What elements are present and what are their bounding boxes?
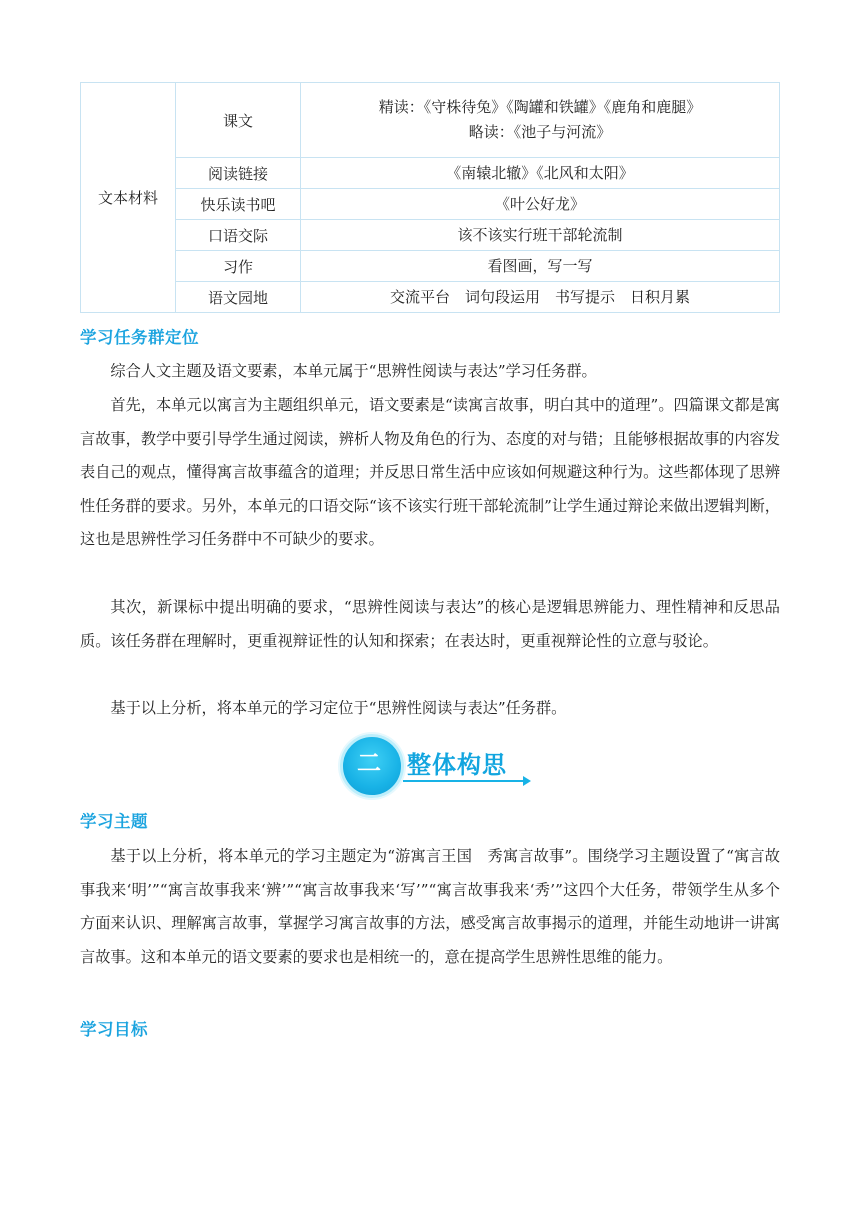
material-content-cell: 《南辕北辙》《北风和太阳》 [301, 158, 780, 189]
material-content-cell: 看图画，写一写 [301, 251, 780, 282]
table-row [81, 158, 780, 189]
material-type-cell: 阅读链接 [176, 158, 301, 189]
text-materials-table [80, 82, 780, 313]
body-paragraph: 其次，新课标中提出明确的要求，“思辨性阅读与表达”的核心是逻辑思辨能力、理性精神和反思品质。该任务群在理解时，更重视辩证性的认知和探索；在表达时，更重视辩论性的立意与驳论。 [80, 598, 780, 650]
group-label-cell: 文本材料 [81, 83, 176, 313]
intensive-reading-line: 精读：《守株待兔》《陶罐和铁罐》《鹿角和鹿腿》 [378, 98, 702, 116]
goals-heading: 学习目标 [80, 1020, 148, 1039]
material-content-cell: 交流平台 词句段运用 书写提示 日积月累 [301, 282, 780, 313]
table-row [81, 189, 780, 220]
skim-reading-line: 略读：《池子与河流》 [468, 123, 612, 141]
body-paragraph: 基于以上分析，将本单元的学习定位于“思辨性阅读与表达”任务群。 [110, 699, 567, 717]
arrow-right-icon [523, 776, 531, 786]
material-type-cell: 习作 [176, 251, 301, 282]
table-row [81, 220, 780, 251]
section-banner [337, 732, 537, 798]
material-type-cell: 语文园地 [176, 282, 301, 313]
material-content-cell: 《叶公好龙》 [301, 189, 780, 220]
body-paragraph: 基于以上分析，将本单元的学习主题定为“游寓言王国 秀寓言故事”。围绕学习主题设置了“寓言故事我来‘明’”“寓言故事我来‘辨’”“寓言故事我来‘写’”“寓言故事我来‘秀’”这四个大任务，带领学生从多个方面来认识、理解寓言故事，掌握学习寓言故事的方法，感受寓言故事揭示的道理，并能生动地讲一讲寓言故事。这和本单元的语文要素的要求也是相统一的，意在提高学生思辨性思维的能力。 [80, 847, 780, 966]
body-paragraph: 首先，本单元以寓言为主题组织单元，语文要素是“读寓言故事，明白其中的道理”。四篇课文都是寓言故事，教学中要引导学生通过阅读，辨析人物及角色的行为、态度的对与错；且能够根据故事的内容发表自己的观点，懂得寓言故事蕴含的道理；并反思日常生活中应该如何规避这种行为。这些都体现了思辨性任务群的要求。另外，本单元的口语交际“该不该实行班干部轮流制”让学生通过辩论来做出逻辑判断，这也是思辨性学习任务群中不可缺少的要求。 [80, 396, 780, 548]
material-content-cell [301, 83, 780, 158]
material-content-cell: 该不该实行班干部轮流制 [301, 220, 780, 251]
material-type-cell: 课文 [176, 83, 301, 158]
task-group-heading: 学习任务群定位 [80, 328, 199, 347]
section-title: 整体构思 [407, 751, 507, 779]
table-row [81, 83, 780, 158]
material-type-cell: 口语交际 [176, 220, 301, 251]
section-number: 二 [357, 749, 381, 777]
theme-heading: 学习主题 [80, 812, 148, 831]
banner-underline [403, 780, 525, 782]
body-paragraph: 综合人文主题及语文要素，本单元属于“思辨性阅读与表达”学习任务群。 [110, 362, 597, 380]
table-row [81, 251, 780, 282]
table-row [81, 282, 780, 313]
material-type-cell: 快乐读书吧 [176, 189, 301, 220]
